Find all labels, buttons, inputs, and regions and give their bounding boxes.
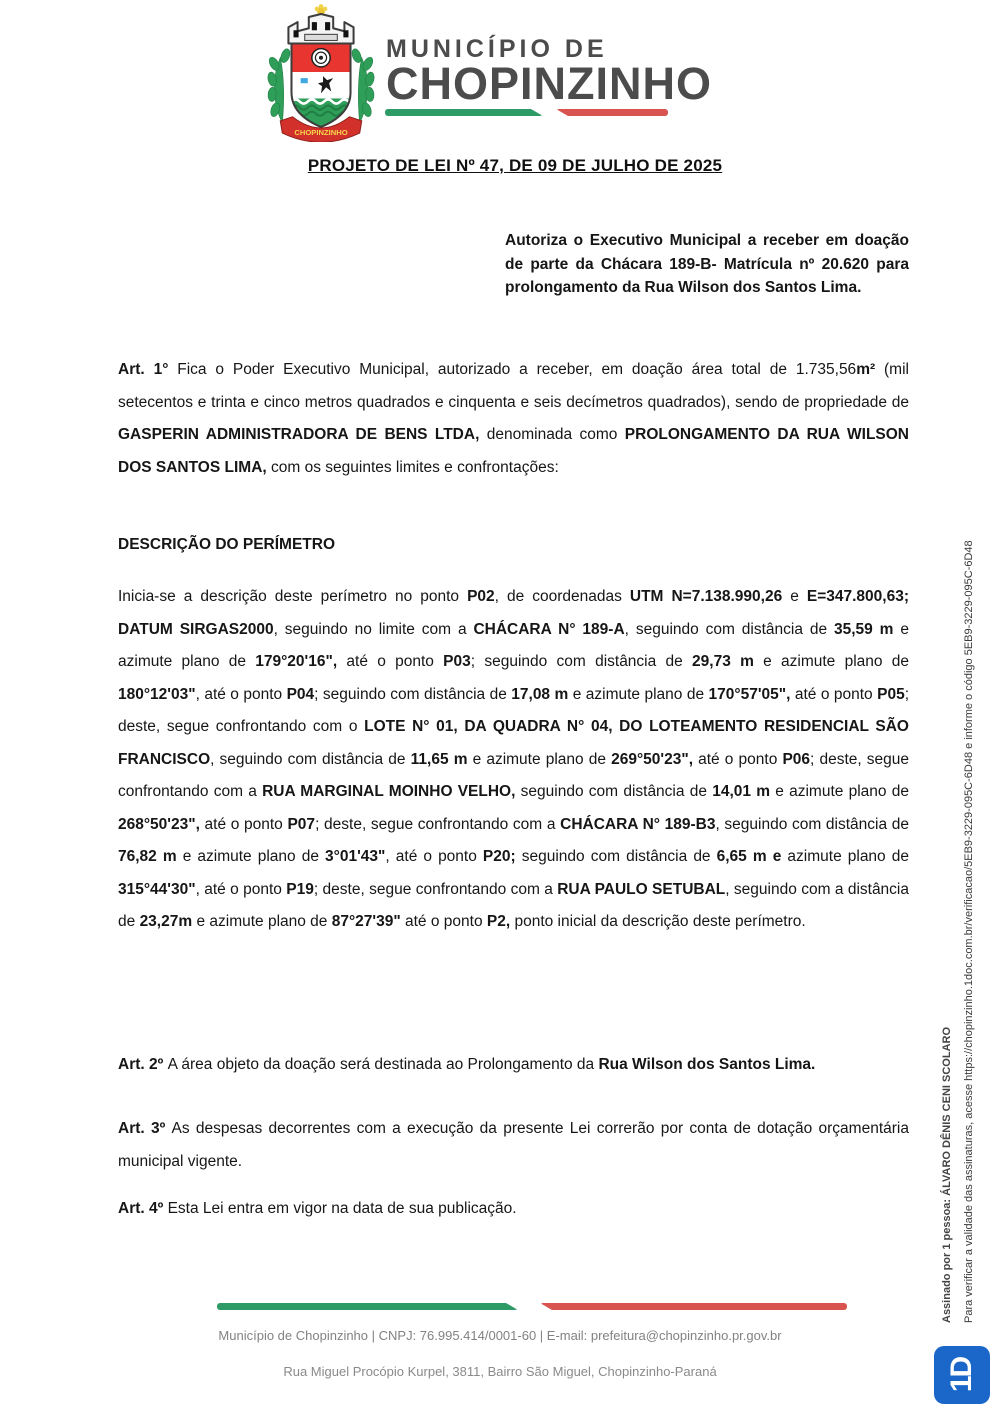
footer-address-line: Rua Miguel Procópio Kurpel, 3811, Bairro São Miguel, Chopinzinho-Paraná: [283, 1364, 717, 1379]
article-2: Art. 2º A área objeto da doação será destinada ao Prolongamento da Rua Wilson dos Santos Lima.: [118, 1056, 816, 1073]
article-1: Art. 1° Fica o Poder Executivo Municipal, autorizado a receber, em doação área total de 1.735,56m² (mil setecentos e trinta e cinco metros quadrados e cinquenta e seis decímetros quadrados), sendo de propriedade de GASPERIN ADMINISTRADORA DE BENS LTDA, denominada como PROLONGAMENTO DA RUA WILSON DOS SANTOS LIMA, com os seguintes limites e confrontações:: [118, 361, 910, 476]
org-name-line2: CHOPINZINHO: [386, 58, 712, 109]
onedoc-logo-label: 1D: [944, 1357, 978, 1393]
footer-bar-red: [540, 1303, 847, 1310]
ementa-paragraph: Autoriza o Executivo Municipal a receber em doação de parte da Chácara 189-B- Matrícula nº 20.620 para prolongamento da Rua Wilson dos Santos Lima.: [505, 232, 909, 296]
coat-of-arms-icon: [264, 2, 378, 142]
onedoc-logo-icon: [934, 1346, 990, 1404]
article-3: Art. 3º As despesas decorrentes com a execução da presente Lei correrão por conta de dotação orçamentária municipal vigente.: [118, 1120, 909, 1170]
footer-bar-green: [217, 1303, 518, 1310]
article-4: Art. 4º Esta Lei entra em vigor na data de sua publicação.: [118, 1200, 517, 1217]
header-underline-red: [556, 109, 668, 116]
org-name-line1: MUNICÍPIO DE: [386, 35, 608, 63]
footer-contact-line: Município de Chopinzinho | CNPJ: 76.995.414/0001-60 | E-mail: prefeitura@chopinzinho.pr.gov.br: [218, 1328, 782, 1343]
signature-signer-line: Assinado por 1 pessoa: ÁLVARO DÊNIS CENI SCOLARO: [941, 1026, 953, 1323]
perimeter-heading: DESCRIÇÃO DO PERÍMETRO: [118, 536, 336, 553]
org-wordmark: [386, 35, 712, 109]
perimeter-description: Inicia-se a descrição deste perímetro no ponto P02, de coordenadas UTM N=7.138.990,26 e E=347.800,63; DATUM SIRGAS2000, seguindo no limite com a CHÁCARA N° 189-A, seguindo com distância de 35,59 m e azimute plano de 179°20'16", até o ponto P03; seguindo com distância de 29,73 m e azimute plano de 180°12'03", até o ponto P04; seguindo com distância de 17,08 m e azimute plano de 170°57'05", até o ponto P05; deste, segue confrontando com o LOTE N° 01, DA QUADRA N° 04, DO LOTEAMENTO RESIDENCIAL SÃO FRANCISCO, seguindo com distância de 11,65 m e azimute plano de 269°50'23", até o ponto P06; deste, segue confrontando com a RUA MARGINAL MOINHO VELHO, seguindo com distância de 14,01 m e azimute plano de 268°50'23", até o ponto P07; deste, segue confrontando com a CHÁCARA N° 189-B3, seguindo com distância de 76,82 m e azimute plano de 3°01'43", até o ponto P20; seguindo com distância de 6,65 m e azimute plano de 315°44'30", até o ponto P19; deste, segue confrontando com a RUA PAULO SETUBAL, seguindo com a distância de 23,27m e azimute plano de 87°27'39" até o ponto P2, ponto inicial da descrição deste perímetro.: [118, 588, 910, 930]
ribbon-label: CHOPINZINHO: [294, 128, 348, 138]
page-title: PROJETO DE LEI Nº 47, DE 09 DE JULHO DE 2025: [307, 156, 723, 175]
header-underline-green: [385, 109, 543, 116]
signature-verification-line: Para verificar a validade das assinaturas, acesse https://chopinzinho.1doc.com.br/verificacao/5EB9-3229-095C-6D48 e informe o código 5EB9-3229-095C-6D48: [963, 540, 975, 1323]
